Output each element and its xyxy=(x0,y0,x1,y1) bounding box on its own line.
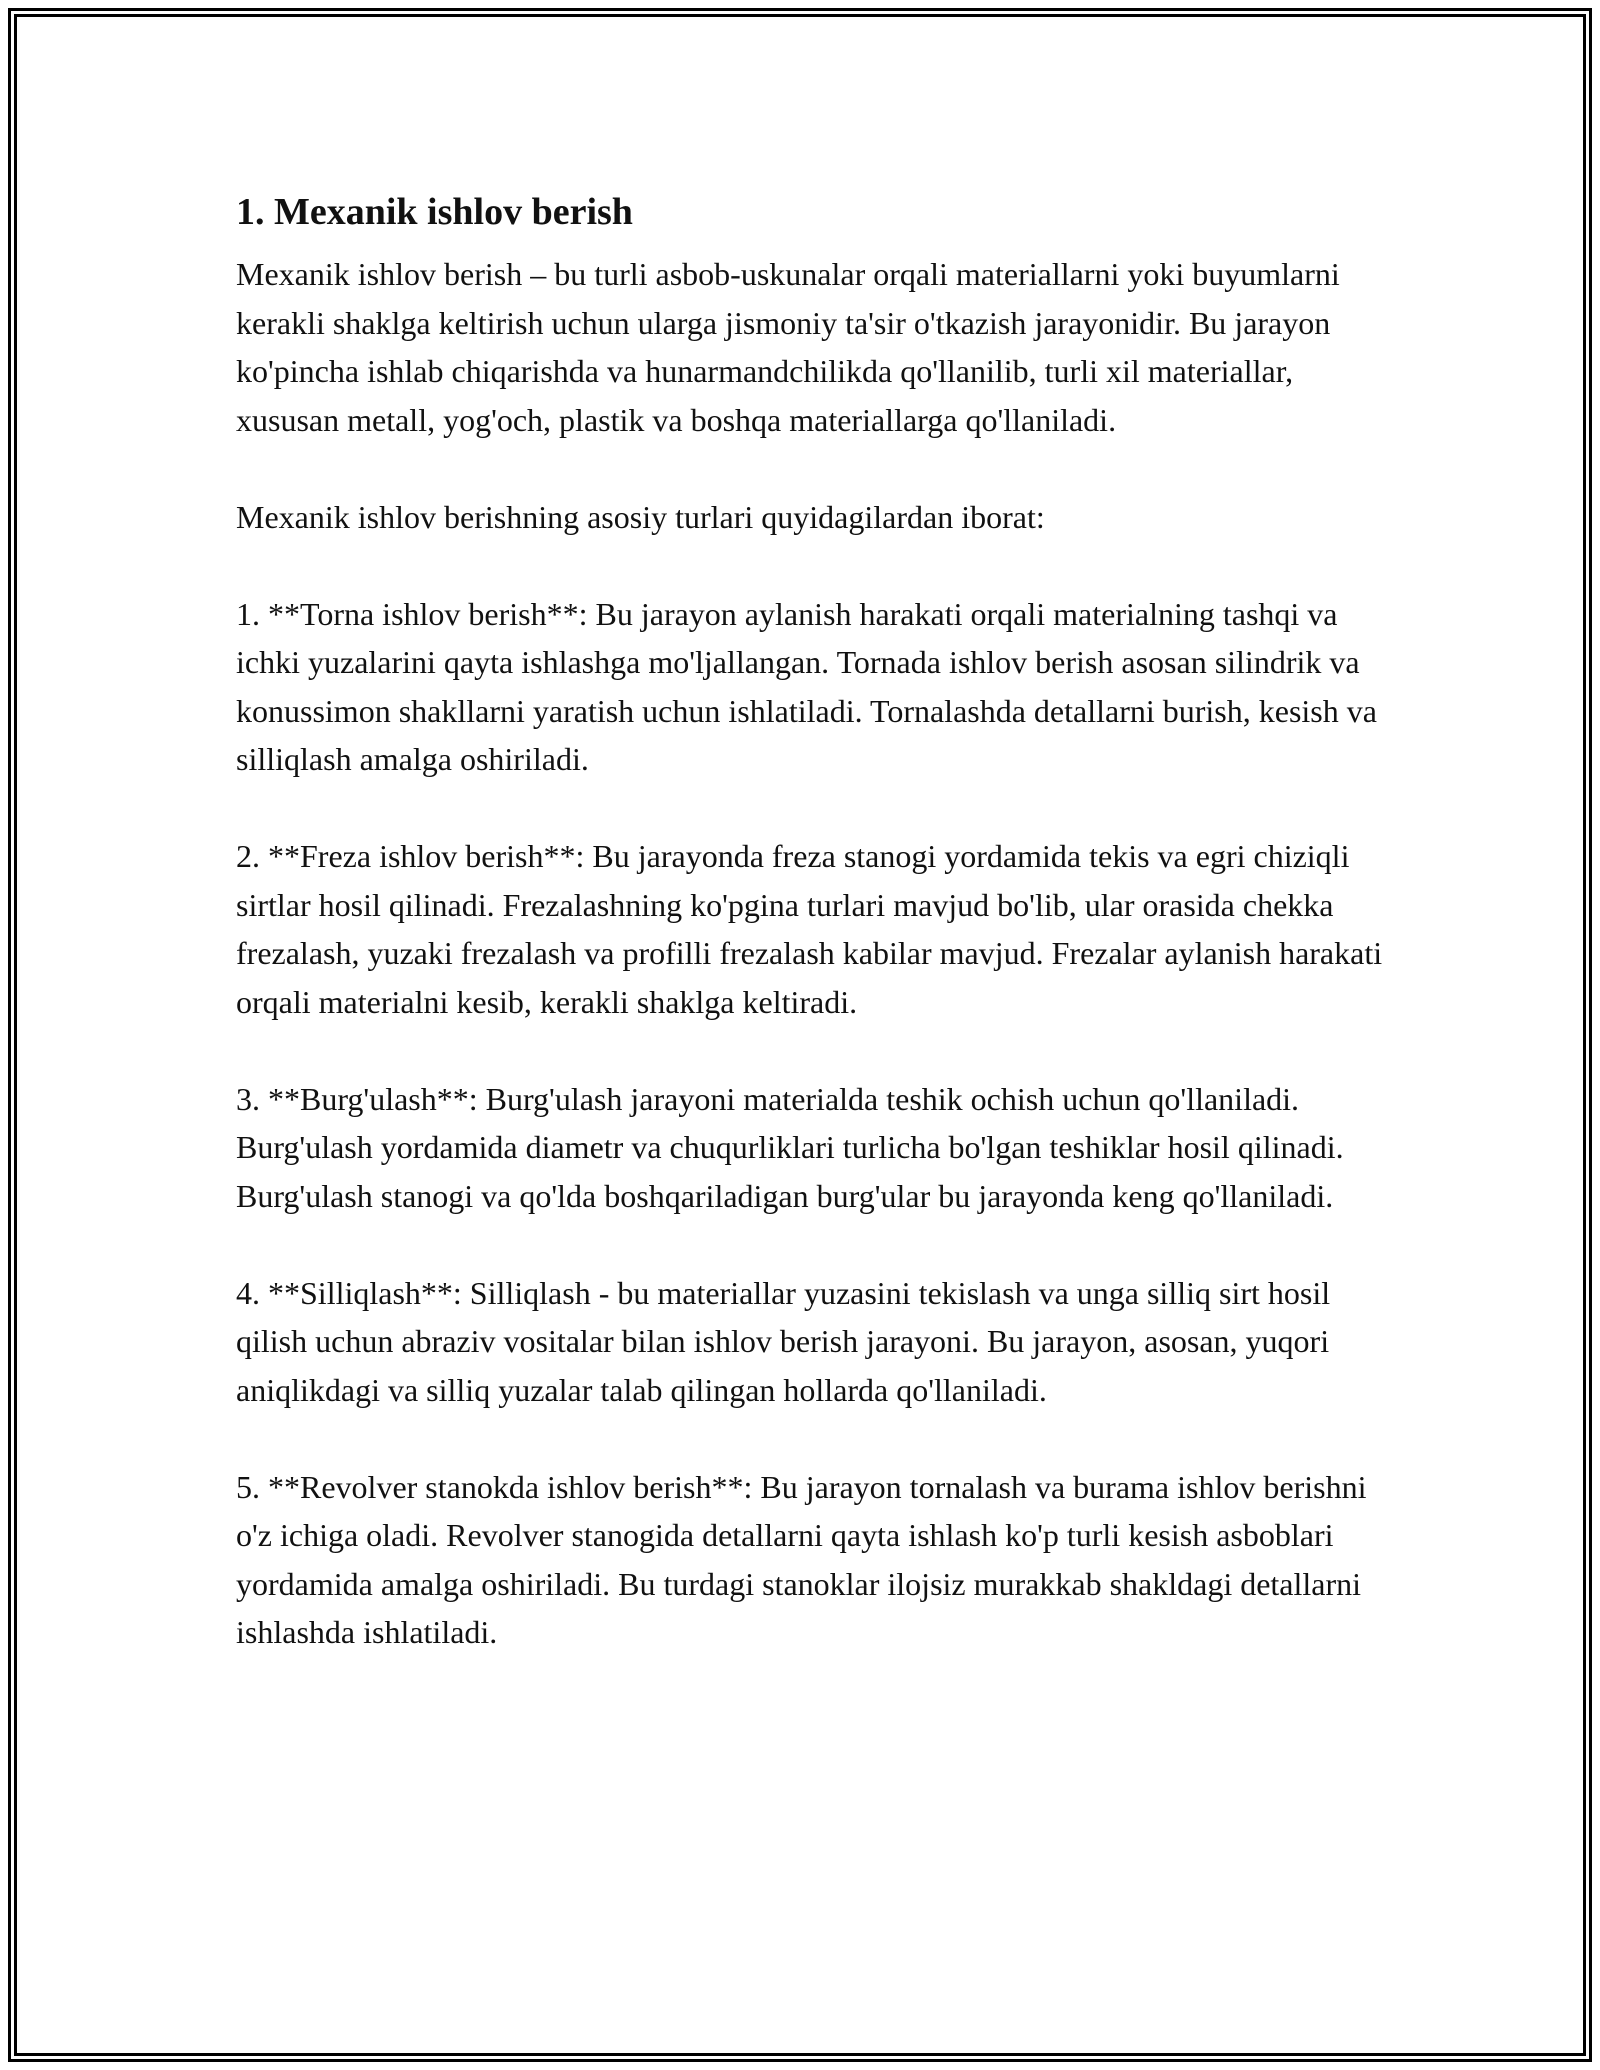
list-item-silliqlash: 4. **Silliqlash**: Silliqlash - bu materiallar yuzasini tekislash va unga silliq sirt hosil qilish uchun abraziv vositalar bilan ishlov berish jarayoni. Bu jarayon, asosan, yuqori aniqlikdagi va silliq yuzalar talab qilingan hollarda qo'llaniladi. xyxy=(236,1274,1331,1408)
list-item-torna: 1. **Torna ishlov berish**: Bu jarayon aylanish harakati orqali materialning tashqi va ichki yuzalarini qayta ishlashga mo'ljallangan. Tornada ishlov berish asosan silindrik va konussimon shakllarni yaratish uchun ishlatiladi. Tornalashda detallarni burish, kesish va silliqlash amalga oshiriladi. xyxy=(236,595,1377,777)
document-body xyxy=(236,180,1386,1657)
section-heading: 1. Mexanik ishlov berish xyxy=(236,191,633,233)
list-item-revolver: 5. **Revolver stanokda ishlov berish**: Bu jarayon tornalash va burama ishlov berishni o'z ichiga oladi. Revolver stanogida detallarni qayta ishlash ko'p turli kesish asboblari yordamida amalga oshiriladi. Bu turdagi stanoklar ilojsiz murakkab shakldagi detallarni ishlashda ishlatiladi. xyxy=(236,1468,1367,1650)
list-item-freza: 2. **Freza ishlov berish**: Bu jarayonda freza stanogi yordamida tekis va egri chiziqli sirtlar hosil qilinadi. Frezalashning ko'pgina turlari mavjud bo'lib, ular orasida chekka frezalash, yuzaki frezalash va profilli frezalash kabilar mavjud. Frezalar aylanish harakati orqali materialni kesib, kerakli shaklga keltiradi. xyxy=(236,838,1383,1020)
list-intro-paragraph: Mexanik ishlov berishning asosiy turlari quyidagilardan iborat: xyxy=(236,498,1045,535)
list-item-burgulash: 3. **Burg'ulash**: Burg'ulash jarayoni materialda teshik ochish uchun qo'llaniladi. Burg'ulash yordamida diametr va chuqurliklari turlicha bo'lgan teshiklar hosil qilinadi. Burg'ulash stanogi va qo'lda boshqariladigan burg'ular bu jarayonda keng qo'llaniladi. xyxy=(236,1080,1344,1214)
intro-paragraph: Mexanik ishlov berish – bu turli asbob-uskunalar orqali materiallarni yoki buyumlarni kerakli shaklga keltirish uchun ularga jismoniy ta'sir o'tkazish jarayonidir. Bu jarayon ko'pincha ishlab chiqarishda va hunarmandchilikda qo'llanilib, turli xil materiallar, xususan metall, yog'och, plastik va boshqa materiallarga qo'llaniladi. xyxy=(236,256,1340,438)
